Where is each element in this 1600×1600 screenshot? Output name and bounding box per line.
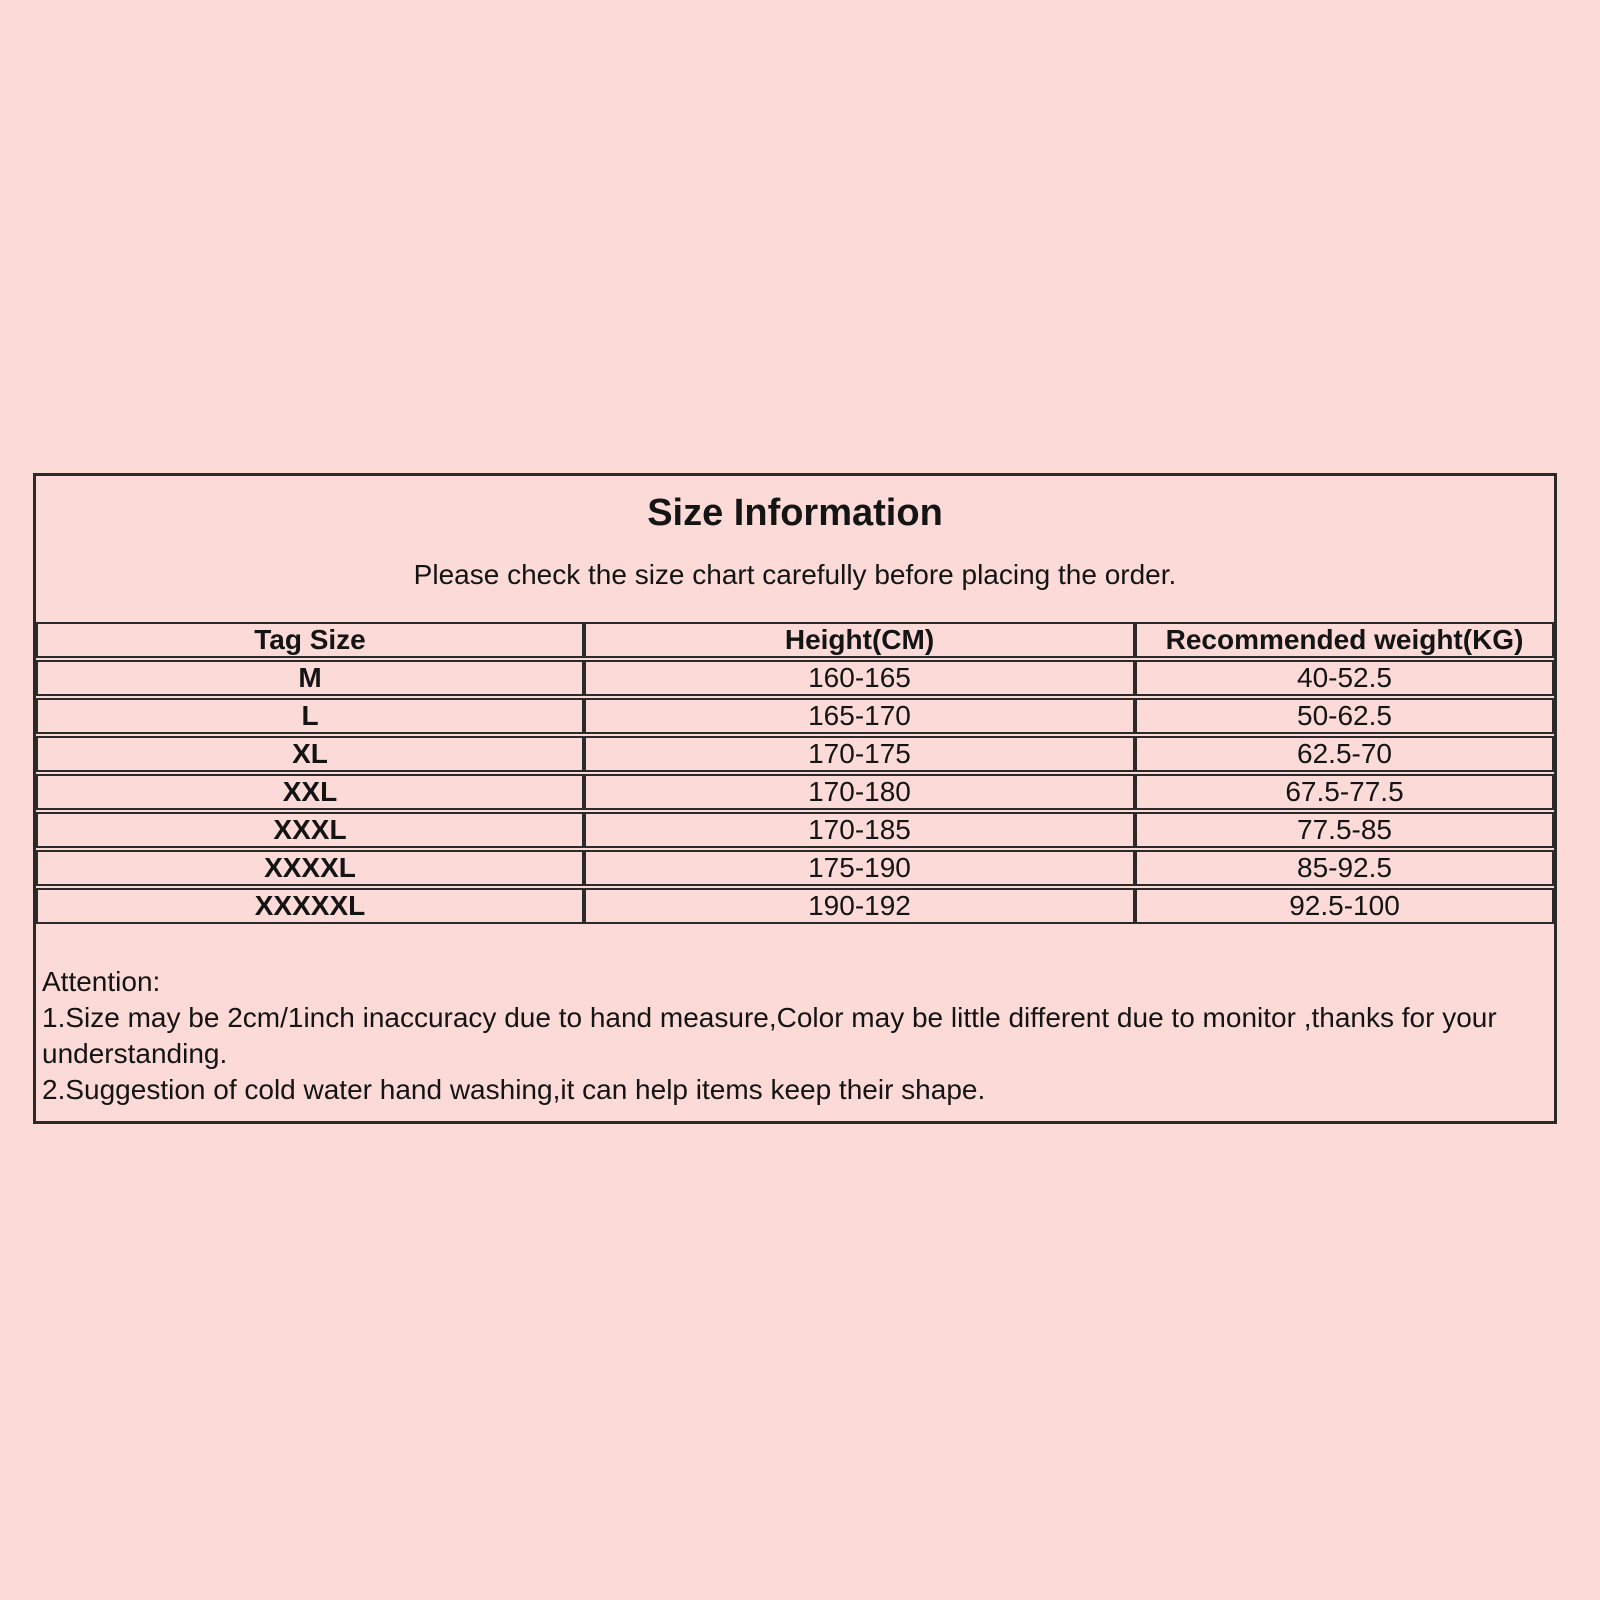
attention-heading: Attention: bbox=[42, 966, 161, 997]
header-tag-size: Tag Size bbox=[36, 622, 584, 658]
weight-cell: 62.5-70 bbox=[1135, 736, 1554, 772]
weight-cell: 50-62.5 bbox=[1135, 698, 1554, 734]
panel-header bbox=[36, 476, 1554, 620]
weight-cell: 67.5-77.5 bbox=[1135, 774, 1554, 810]
weight-cell: 85-92.5 bbox=[1135, 850, 1554, 886]
height-cell: 165-170 bbox=[584, 698, 1135, 734]
height-cell: 170-180 bbox=[584, 774, 1135, 810]
attention-note-2: 2.Suggestion of cold water hand washing,it can help items keep their shape. bbox=[42, 1074, 986, 1105]
weight-cell: 92.5-100 bbox=[1135, 888, 1554, 924]
tag-size-cell: XL bbox=[36, 736, 584, 772]
size-table bbox=[36, 620, 1554, 926]
table-row bbox=[36, 888, 1554, 924]
table-row bbox=[36, 850, 1554, 886]
height-cell: 175-190 bbox=[584, 850, 1135, 886]
height-cell: 160-165 bbox=[584, 660, 1135, 696]
tag-size-cell: XXL bbox=[36, 774, 584, 810]
tag-size-cell: XXXXL bbox=[36, 850, 584, 886]
table-header-row bbox=[36, 622, 1554, 658]
header-recommended-weight-kg: Recommended weight(KG) bbox=[1135, 622, 1554, 658]
height-cell: 170-175 bbox=[584, 736, 1135, 772]
height-cell: 170-185 bbox=[584, 812, 1135, 848]
attention-note-1: 1.Size may be 2cm/1inch inaccuracy due to hand measure,Color may be little different due to monitor ,thanks for your understanding. bbox=[42, 1002, 1497, 1069]
subtitle: Please check the size chart carefully before placing the order. bbox=[413, 559, 1177, 590]
size-info-panel bbox=[33, 473, 1557, 1124]
table-row bbox=[36, 698, 1554, 734]
weight-cell: 77.5-85 bbox=[1135, 812, 1554, 848]
table-row bbox=[36, 774, 1554, 810]
page-title: Size Information bbox=[647, 492, 943, 534]
weight-cell: 40-52.5 bbox=[1135, 660, 1554, 696]
tag-size-cell: L bbox=[36, 698, 584, 734]
height-cell: 190-192 bbox=[584, 888, 1135, 924]
table-row bbox=[36, 812, 1554, 848]
attention-section bbox=[36, 964, 1554, 1108]
table-row bbox=[36, 736, 1554, 772]
tag-size-cell: M bbox=[36, 660, 584, 696]
table-row bbox=[36, 660, 1554, 696]
tag-size-cell: XXXXXL bbox=[36, 888, 584, 924]
header-height-cm: Height(CM) bbox=[584, 622, 1135, 658]
tag-size-cell: XXXL bbox=[36, 812, 584, 848]
